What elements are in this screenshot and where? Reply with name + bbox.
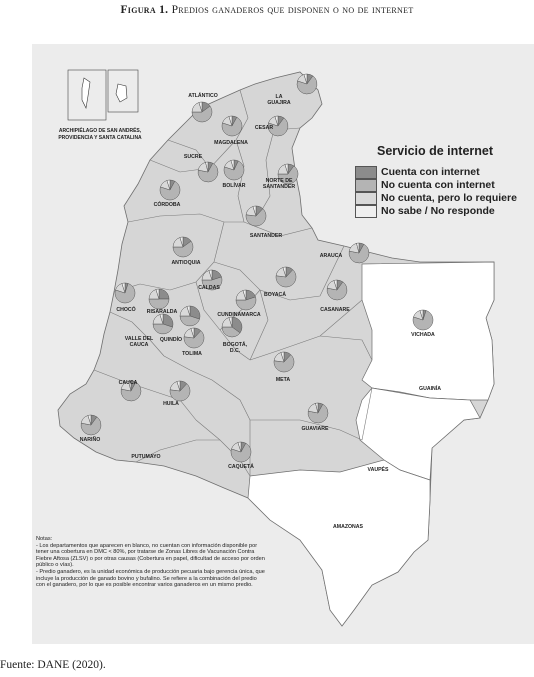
dept-label-guaviare: GUAVIARE (301, 426, 329, 432)
dept-label-valle-del-cauca: VALLE DEL CAUCA (124, 336, 154, 348)
pie-meta (274, 352, 294, 372)
legend-label: No sabe / No responde (381, 205, 495, 217)
archipelago-label-line2: PROVIDENCIA Y SANTA CATALINA (58, 135, 142, 141)
pie-cundinamarca (236, 290, 256, 310)
dept-label-amazonas: AMAZONAS (333, 524, 363, 530)
pie-atlantico (192, 102, 212, 122)
legend-item-requires (355, 192, 525, 204)
dept-label-cundinamarca: CUNDINAMARCA (217, 312, 261, 318)
dept-label-caldas: CALDAS (198, 285, 220, 291)
dept-label-cauca: CAUCA (118, 380, 138, 386)
legend (355, 144, 525, 218)
amazonas-region (248, 460, 430, 626)
dept-label-risaralda: RISARALDA (146, 309, 178, 315)
legend-item-internet (355, 166, 525, 178)
legend-swatch (355, 205, 377, 218)
pie-casanare (327, 280, 347, 300)
dept-label-atlantico: ATLÁNTICO (188, 93, 218, 99)
legend-label: No cuenta, pero lo requiere (381, 192, 517, 204)
pie-cordoba (160, 180, 180, 200)
dept-label-huila: HUILA (163, 401, 179, 407)
pie-valle-del-cauca (153, 314, 173, 334)
pie-arauca (349, 243, 369, 263)
pie-guaviare (308, 403, 328, 423)
dept-label-vichada: VICHADA (411, 332, 435, 338)
dept-label-quindio: QUINDÍO (159, 337, 183, 343)
pie-quindio (180, 306, 200, 326)
pie-tolima (184, 328, 204, 348)
notes-item-coverage: - Los departamentos que aparecen en blanco, no cuentan con información disponible por tener una cobertura en DMC < 80%, por tratarse de Zonas Libres de Vacunación Contra Fiebre Aftosa (ZLSV) o por otras causas (Cobertura en papel, dificultad de acceso por orden público o vías). (36, 542, 265, 569)
dept-label-cesar: CESAR (254, 125, 274, 131)
dept-label-putumayo: PUTUMAYO (131, 454, 161, 460)
legend-swatch (355, 192, 377, 205)
notes-heading: Notas: (36, 536, 53, 542)
dept-label-casanare: CASANARE (320, 307, 350, 313)
dept-label-antioquia: ANTIOQUIA (171, 260, 201, 266)
notes-item-definition: - Predio ganadero, es la unidad económica de producción pecuaria bajo gerencia única, que incluye la producción de ganado bovino y bufalino. Se refiere a la combinación del predio con el ganadero, por lo que es posible encontrar varios ganaderos en un mismo predio. (36, 568, 265, 589)
dept-label-norte-de-santander: NORTE DE SANTANDER (262, 178, 296, 190)
dept-label-guainia: GUAINÍA (419, 386, 441, 392)
pie-sucre (198, 162, 218, 182)
archipelago-inset (58, 70, 142, 141)
dept-label-magdalena: MAGDALENA (214, 140, 248, 146)
legend-swatch (355, 166, 377, 179)
dept-label-la-guajira: LA GUAJIRA (267, 94, 291, 106)
pie-santander (246, 206, 266, 226)
pie-choco (115, 283, 135, 303)
dept-label-sucre: SUCRE (183, 154, 203, 160)
dept-label-meta: META (275, 377, 291, 383)
figure-source: Fuente: DANE (2020). (0, 659, 106, 671)
legend-swatch (355, 179, 377, 192)
dept-label-caqueta: CAQUETÁ (228, 464, 254, 470)
guainia-region (362, 262, 494, 400)
dept-label-bolivar: BOLÍVAR (222, 183, 246, 189)
pie-boyaca (276, 267, 296, 287)
dept-label-santander: SANTANDER (249, 233, 283, 239)
legend-label: No cuenta con internet (381, 179, 495, 191)
pie-risaralda (149, 289, 169, 309)
legend-title: Servicio de internet (377, 144, 494, 158)
dept-label-cordoba: CÓRDOBA (153, 202, 181, 208)
pie-la-guajira (297, 74, 317, 94)
legend-item-no-internet (355, 179, 525, 191)
map-notes (36, 536, 266, 589)
dept-label-vaupes: VAUPÉS (367, 467, 389, 473)
legend-item-unknown (355, 205, 525, 217)
archipelago-label-line1: ARCHIPIÉLAGO DE SAN ANDRÉS, (58, 128, 142, 134)
legend-label: Cuenta con internet (381, 166, 480, 178)
pie-vichada (413, 310, 433, 330)
pie-huila (170, 381, 190, 401)
pie-narino (81, 415, 101, 435)
dept-label-narino: NARIÑO (79, 437, 101, 443)
dept-label-boyaca: BOYACÁ (263, 292, 287, 298)
figure-title-text: Predios ganaderos que disponen o no de internet (171, 4, 414, 16)
pie-antioquia (173, 237, 193, 257)
pie-bogota-d-c (222, 317, 242, 337)
dept-label-arauca: ARAUCA (319, 253, 343, 259)
dept-label-choco: CHOCÓ (116, 307, 136, 313)
dept-label-bogota-d-c: BOGOTÁ, D.C. (222, 342, 248, 354)
pie-caqueta (231, 442, 251, 462)
pie-bolivar (224, 160, 244, 180)
figure-number: Figura 1. (120, 4, 169, 16)
dept-label-tolima: TOLIMA (182, 351, 202, 357)
pie-magdalena (222, 116, 242, 136)
